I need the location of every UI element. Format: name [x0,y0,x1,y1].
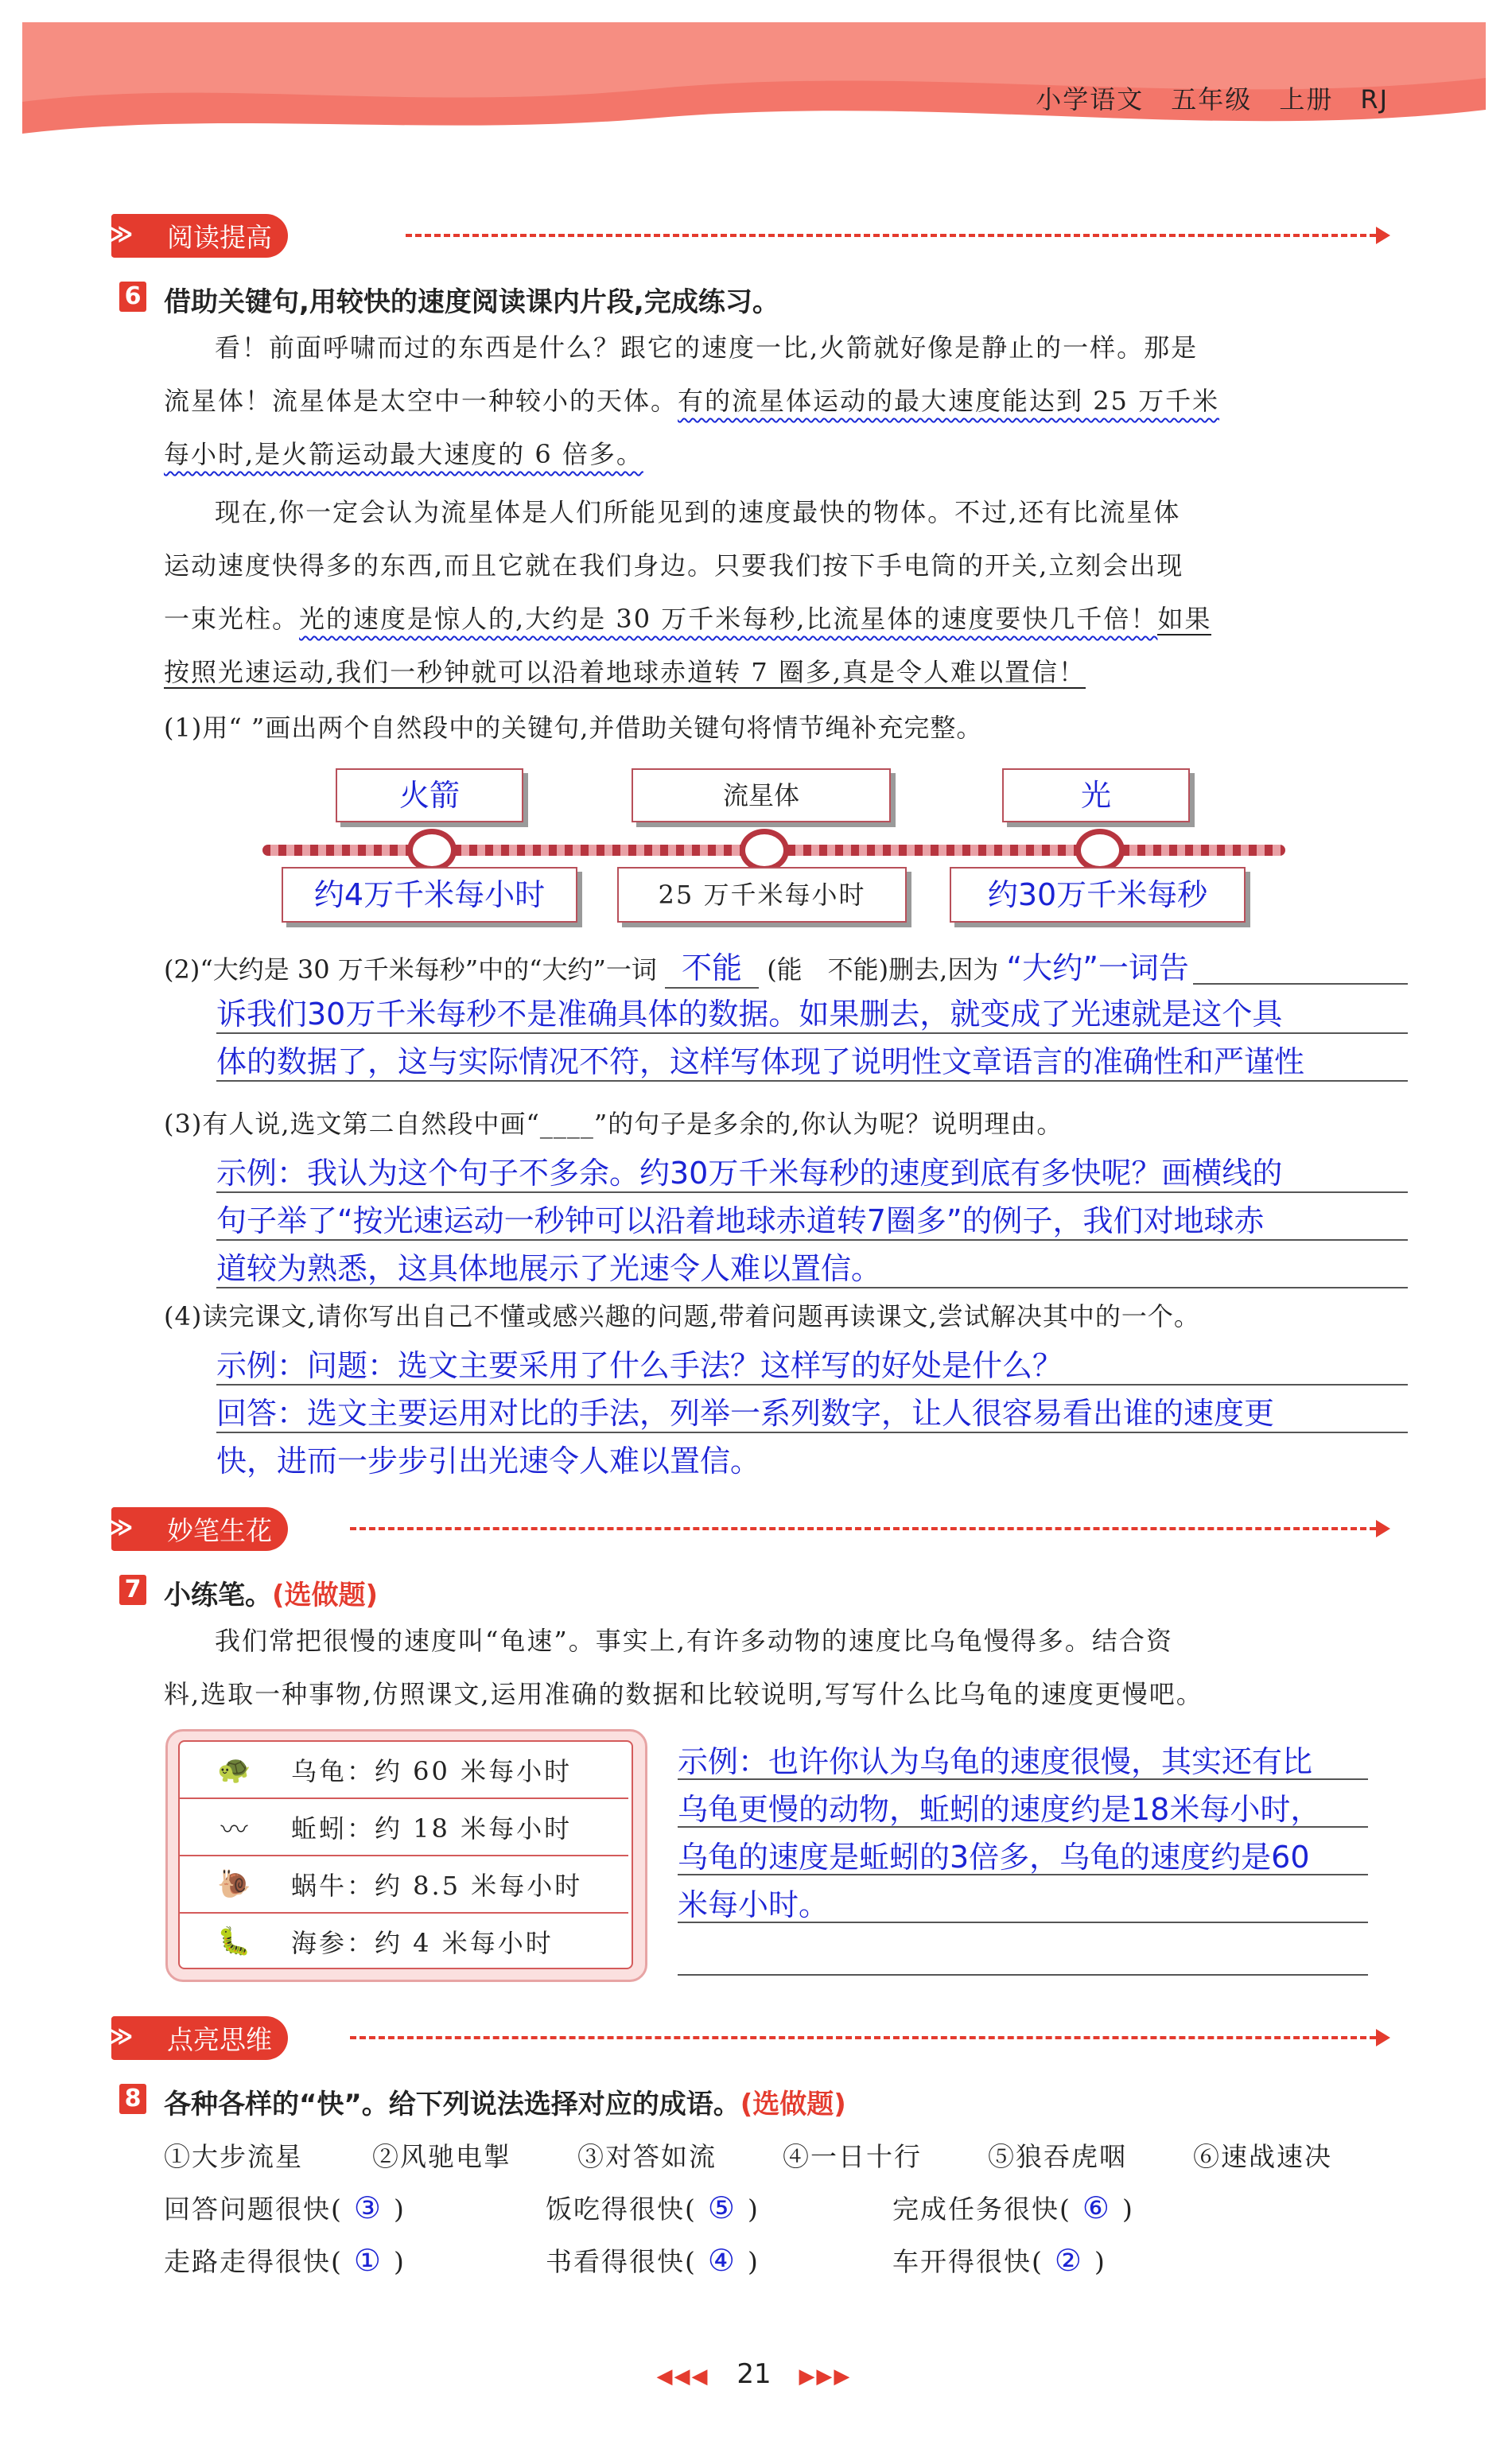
double-arrow-icon: ≫ [108,2022,134,2050]
rope-bottom-box [617,867,907,923]
section-banner-writing [108,1508,288,1549]
answer-text: ④ [707,2243,737,2278]
rope-top-box [632,768,891,822]
header-meta [1009,80,1389,116]
animal-text: 乌龟：约 60 米每小时 [291,1756,573,1786]
answer-text: 光 [1080,778,1111,813]
reading-passage [164,321,1405,699]
animal-row [180,1856,628,1914]
rope-knot-icon [1075,829,1125,872]
idiom-options [164,2136,1405,2174]
rope-bottom-box [950,867,1246,923]
section-title: 妙笔生花 [167,1514,272,1546]
item-label: 回答问题很快( [164,2194,343,2225]
passage-text: 现在,你一定会认为流星体是人们所能见到的速度最快的物体。不过,还有比流星体 [215,497,1181,527]
optional-tag: (选做题) [740,2089,846,2120]
sub-question-2 [164,943,1189,989]
answer-text: 示例：问题：选文主要采用了什么手法？这样写的好处是什么？ [216,1348,1063,1383]
right-arrows-icon: ▶▶▶ [799,2365,852,2388]
title-text: 各种各样的“快”。给下列说法选择对应的成语。 [164,2089,740,2120]
question-title [164,1573,378,1612]
match-item [164,2241,406,2279]
passage-text: 一束光柱。 [164,604,300,634]
answer-text: 米每小时。 [678,1887,830,1922]
double-arrow-icon: ≫ [108,220,134,248]
prompt-text: 料,选取一种事物,仿照课文,运用准确的数据和比较说明,写写什么比乌龟的速度更慢吧。 [164,1679,1203,1709]
match-item [892,2189,1134,2226]
answer-text: 诉我们30万千米每秒不是准确具体的数据。如果删去，就变成了光速就是这个具 [216,997,1283,1032]
question-title: 借助关键句,用较快的速度阅读课内片段,完成练习。 [164,286,779,318]
arrow-head-icon [1376,227,1390,244]
idiom-option: ④一日十行 [783,2141,922,2172]
idiom-option: ⑥速战速决 [1193,2141,1332,2172]
match-item [164,2189,406,2226]
answer-text: 乌龟的速度是蚯蚓的3倍多，乌龟的速度约是60 [678,1840,1310,1875]
arrow-head-icon [1376,2029,1390,2046]
answer-text: 句子举了“按光速运动一秒钟可以沿着地球赤道转7圈多”的例子，我们对地球赤 [216,1203,1265,1238]
box-text: 25 万千米每小时 [658,880,866,910]
answer-line [678,1874,1368,1875]
answer-text: 约30万千米每秒 [987,877,1208,912]
rope-knot-icon [740,829,789,872]
paren-close: ) [747,2246,760,2277]
answer-text: ⑥ [1082,2190,1111,2225]
answer-text: ② [1054,2243,1083,2278]
answer-text: 回答：选文主要运用对比的手法，列举一系列数字，让人很容易看出谁的速度更 [216,1396,1275,1431]
snail-icon: 🐌 [217,1868,254,1900]
question-text: (能 不能)删去,因为 [767,954,999,985]
paren-close: ) [1121,2194,1134,2225]
answer-text: 道较为熟悉，这具体地展示了光速令人难以置信。 [216,1251,882,1286]
animal-text: 蜗牛：约 8.5 米每小时 [291,1871,583,1901]
section-title: 点亮思维 [167,2023,272,2055]
key-sentence: 每小时,是火箭运动最大速度的 6 倍多。 [164,439,643,469]
rope-bottom-box [282,867,577,923]
answer-text: “大约”一词告 [1006,950,1189,985]
double-arrow-icon: ≫ [108,1513,134,1541]
question-number: 7 [119,1575,146,1605]
sub-question-1: (1)用“ ”画出两个自然段中的关键句,并借助关键句将情节绳补充完整。 [164,713,983,743]
answer-line [216,1032,1408,1034]
item-label: 走路走得很快( [164,2246,343,2277]
sub-question-3: (3)有人说,选文第二自然段中画“____”的句子是多余的,你认为呢？说明理由。 [164,1109,1063,1139]
answer-text: 示例：也许你认为乌龟的速度很慢，其实还有比 [678,1744,1313,1779]
question-text: (2)“大约是 30 万千米每秒”中的“大约”一词 [164,954,657,985]
answer-line [678,1826,1368,1828]
passage-text: 运动速度快得多的东西,而且它就在我们身边。只要我们按下手电筒的开关,立刻会出现 [164,550,1184,581]
answer-text: ① [353,2243,383,2278]
sub-question-4: (4)读完课文,请你写出自己不懂或感兴趣的问题,带着问题再读课文,尝试解决其中的一个。 [164,1301,1200,1331]
animal-row [180,1742,628,1799]
answer-text: ③ [353,2190,383,2225]
earthworm-icon: 〰 [220,1813,251,1846]
passage-text: 流星体！流星体是太空中一种较小的天体。 [164,386,678,416]
prompt-text: 我们常把很慢的速度叫“龟速”。事实上,有许多动物的速度比乌龟慢得多。结合资 [215,1626,1173,1656]
answer-line [678,1974,1368,1976]
key-sentence: 有的流星体运动的最大速度能达到 25 万千米 [678,386,1220,416]
section-title: 阅读提高 [167,221,272,253]
rope-top-box [1002,768,1190,822]
paren-close: ) [1094,2246,1106,2277]
page-footer [0,2358,1508,2390]
section-divider [350,1527,1376,1530]
passage-text: 看！前面呼啸而过的东西是什么？跟它的速度一比,火箭就好像是静止的一样。那是 [215,332,1199,363]
question-number: 6 [119,282,146,312]
answer-line [216,1384,1408,1386]
answer-text: 乌龟更慢的动物，蚯蚓的速度约是18米每小时， [678,1792,1321,1827]
match-item [546,2189,760,2226]
answer-line [678,1778,1368,1780]
answer-text: 不能 [665,943,759,989]
match-item [546,2241,760,2279]
arrow-head-icon [1376,1520,1390,1537]
item-label: 车开得很快( [892,2246,1044,2277]
animal-text: 海参：约 4 米每小时 [291,1928,554,1958]
header-volume: 上册 [1279,84,1334,115]
answer-text: 火箭 [398,778,460,813]
left-arrows-icon: ◀◀◀ [656,2365,709,2388]
idiom-option: ③对答如流 [577,2141,717,2172]
answer-text: 示例：我认为这个句子不多余。约30万千米每秒的速度到底有多快呢？画横线的 [216,1156,1283,1191]
answer-text: 快，进而一步步引出光速令人难以置信。 [216,1444,761,1479]
answer-text: ⑤ [707,2190,737,2225]
answer-line [216,1080,1408,1082]
header-grade: 五年级 [1171,84,1253,115]
section-divider [350,2036,1376,2039]
underlined-text: 如果 [1157,604,1212,634]
rope-top-box [336,768,523,822]
optional-tag: (选做题) [272,1580,379,1611]
answer-text: 约4万千米每小时 [313,877,546,912]
paren-close: ) [393,2194,406,2225]
match-item [892,2241,1106,2279]
paren-close: ) [393,2246,406,2277]
item-label: 书看得很快( [546,2246,697,2277]
answer-text: 体的数据了，这与实际情况不符，这样写体现了说明性文章语言的准确性和严谨性 [216,1044,1305,1079]
rope-knot-icon [407,829,457,872]
header-subject: 小学语文 [1036,84,1145,115]
answer-line [1193,983,1408,985]
animal-row [180,1799,628,1856]
idiom-option: ②风驰电掣 [372,2141,511,2172]
writing-prompt [164,1615,1405,1721]
key-sentence: 光的速度是惊人的,大约是 30 万千米每秒,比流星体的速度要快几千倍！ [299,604,1158,634]
underlined-text: 按照光速运动,我们一秒钟就可以沿着地球赤道转 7 圈多,真是令人难以置信！ [164,657,1086,687]
question-title [164,2082,846,2121]
answer-line [216,1432,1408,1433]
sea-cucumber-icon: 🐛 [217,1926,254,1957]
section-banner-thinking [108,2017,288,2058]
answer-line [678,1922,1368,1923]
section-divider [406,234,1376,237]
animal-row [180,1914,628,1969]
item-label: 饭吃得很快( [546,2194,697,2225]
item-label: 完成任务很快( [892,2194,1071,2225]
animal-text: 蚯蚓：约 18 米每小时 [291,1813,573,1844]
answer-line [216,1191,1408,1193]
paren-close: ) [747,2194,760,2225]
section-banner-reading [108,215,288,256]
header-edition: RJ [1360,84,1389,115]
answer-line [216,1239,1408,1241]
answer-line [216,1287,1408,1288]
turtle-icon: 🐢 [217,1754,254,1786]
idiom-option: ①大步流星 [164,2141,303,2172]
page-number: 21 [737,2358,771,2390]
title-text: 小练笔。 [164,1580,272,1611]
question-number: 8 [119,2084,146,2114]
idiom-option: ⑤狼吞虎咽 [988,2141,1127,2172]
box-text: 流星体 [722,780,799,810]
